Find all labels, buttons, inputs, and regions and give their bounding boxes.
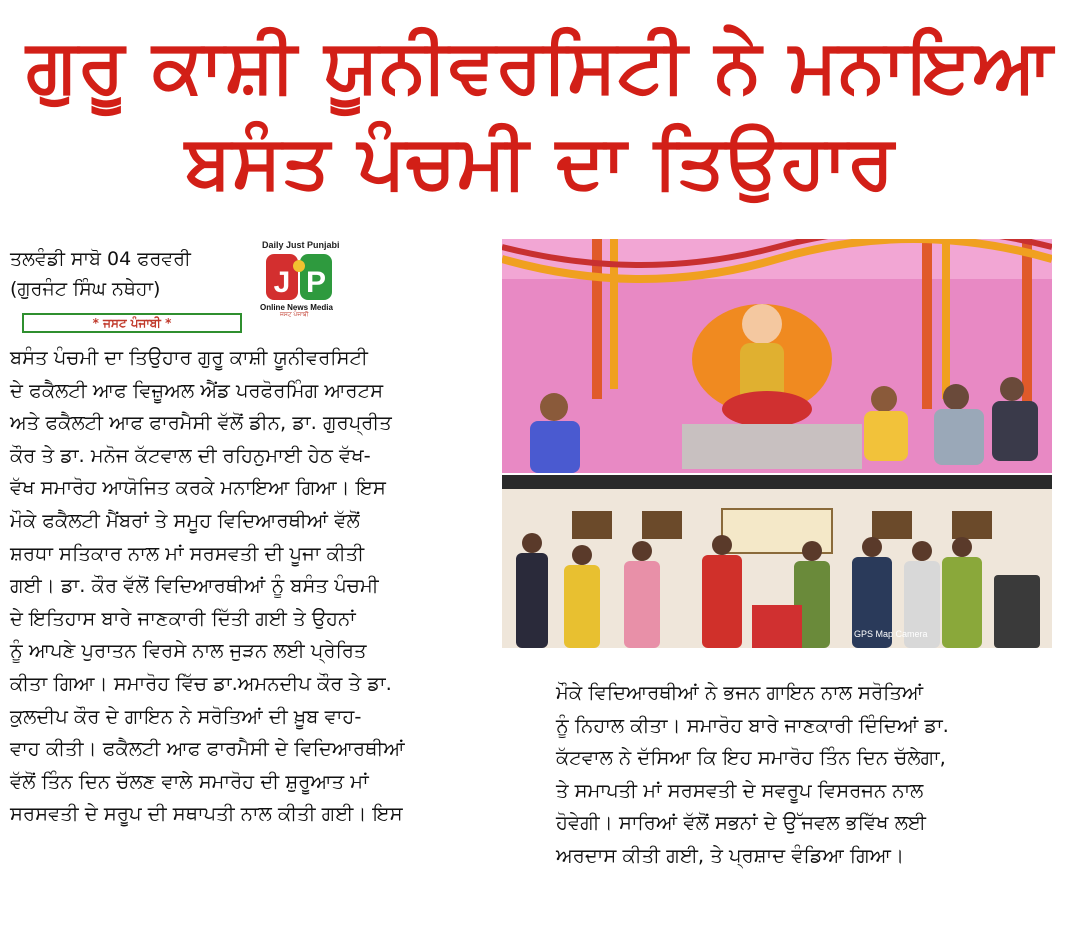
article-line: ਗਈ। ਡਾ. ਕੌਰ ਵੱਲੋਂ ਵਿਦਿਆਰਥੀਆਂ ਨੂੰ ਬਸੰਤ ਪੰਚਮੀ (10, 574, 379, 598)
article-line: ਅਤੇ ਫਕੈਲਟੀ ਆਫ ਫਾਰਮੈਸੀ ਵੱਲੋਂ ਡੀਨ, ਡਾ. ਗੁਰਪ੍ਰੀਤ (10, 411, 392, 435)
dateline (10, 244, 191, 304)
article-line: ਵੱਖ ਸਮਾਰੋਹ ਆਯੋਜਿਤ ਕਰਕੇ ਮਨਾਇਆ ਗਿਆ। ਇਸ (10, 476, 386, 500)
photo-faculty-group (502, 475, 1052, 648)
article-line: ਹੋਵੇਗੀ। ਸਾਰਿਆਂ ਵੱਲੋਂ ਸਭਨਾਂ ਦੇ ਉੱਜਵਲ ਭਵਿੱਖ ਲਈ (556, 811, 927, 835)
logo-bottom-text: Online News Media (260, 303, 333, 312)
article-line: ਦੇ ਇਤਿਹਾਸ ਬਾਰੇ ਜਾਣਕਾਰੀ ਦਿੱਤੀ ਗਈ ਤੇ ਉਹਨਾਂ (10, 606, 356, 630)
article-line: ਤੇ ਸਮਾਪਤੀ ਮਾਂ ਸਰਸਵਤੀ ਦੇ ਸਵਰੂਪ ਵਿਸਰਜਨ ਨਾਲ (556, 778, 924, 802)
article-line: ਅਰਦਾਸ ਕੀਤੀ ਗਈ, ਤੇ ਪ੍ਰਸ਼ਾਦ ਵੰਡਿਆ ਗਿਆ। (556, 843, 905, 867)
logo-top-text: Daily Just Punjabi (262, 240, 340, 250)
photo-saraswati-puja (502, 239, 1052, 473)
article-line: ਸਰਸਵਤੀ ਦੇ ਸਰੂਪ ਦੀ ਸਥਾਪਤੀ ਨਾਲ ਕੀਤੀ ਗਈ। ਇਸ (10, 802, 403, 826)
article-line: ਕੌਰ ਤੇ ਡਾ. ਮਨੋਜ ਕੱਟਵਾਲ ਦੀ ਰਹਿਨੁਮਾਈ ਹੇਠ ਵੱਖ- (10, 443, 371, 467)
headline-line-1: ਗੁਰੂ ਕਾਸ਼ੀ ਯੂਨੀਵਰਸਿਟੀ ਨੇ ਮਨਾਇਆ (26, 23, 1054, 109)
article-line: ਕੁਲਦੀਪ ਕੌਰ ਦੇ ਗਾਇਨ ਨੇ ਸਰੋਤਿਆਂ ਦੀ ਖ਼ੂਬ ਵਾਹ- (10, 704, 362, 728)
logo-bottom-sub: ਜਸਟ ਪੰਜਾਬੀ (280, 312, 309, 318)
photo-watermark: GPS Map Camera (854, 629, 928, 639)
article-line: ਨੂੰ ਆਪਣੇ ਪੁਰਾਤਨ ਵਿਰਸੇ ਨਾਲ ਜੁੜਨ ਲਈ ਪ੍ਰੇਰਿਤ (10, 639, 367, 663)
article-line: ਕੱਟਵਾਲ ਨੇ ਦੱਸਿਆ ਕਿ ਇਹ ਸਮਾਰੋਹ ਤਿੰਨ ਦਿਨ ਚੱਲੇਗਾ, (556, 746, 946, 770)
logo-letter-p: P (305, 266, 327, 299)
article-line: ਬਸੰਤ ਪੰਚਮੀ ਦਾ ਤਿਉਹਾਰ ਗੁਰੂ ਕਾਸ਼ੀ ਯੂਨੀਵਰਸਿਟੀ (10, 346, 368, 369)
dateline-reporter: (ਗੁਰਜੰਟ ਸਿੰਘ ਨਥੇਹਾ) (10, 278, 161, 300)
article-column-right (556, 677, 1066, 873)
article-line: ਵੱਲੋਂ ਤਿੰਨ ਦਿਨ ਚੱਲਣ ਵਾਲੇ ਸਮਾਰੋਹ ਦੀ ਸ਼ੁਰੂਆਤ ਮਾਂ (10, 769, 369, 793)
article-line: ਨੂੰ ਨਿਹਾਲ ਕੀਤਾ। ਸਮਾਰੋਹ ਬਾਰੇ ਜਾਣਕਾਰੀ ਦਿੰਦਿਆਂ ਡਾ. (556, 713, 949, 737)
article-line: ਕੀਤਾ ਗਿਆ। ਸਮਾਰੋਹ ਵਿੱਚ ਡਾ.ਅਮਨਦੀਪ ਕੌਰ ਤੇ ਡਾ. (10, 671, 392, 695)
article-line: ਮੌਕੇ ਵਿਦਿਆਰਥੀਆਂ ਨੇ ਭਜਨ ਗਾਇਨ ਨਾਲ ਸਰੋਤਿਆਂ (556, 681, 924, 704)
photo-group-illustration (502, 475, 1052, 648)
source-badge: * ਜਸਟ ਪੰਜਾਬੀ * (22, 313, 242, 333)
article-line: ਸ਼ਰਧਾ ਸਤਿਕਾਰ ਨਾਲ ਮਾਂ ਸਰਸਵਤੀ ਦੀ ਪੂਜਾ ਕੀਤੀ (10, 541, 365, 565)
headline-line-2: ਬਸੰਤ ਪੰਚਮੀ ਦਾ ਤਿਉਹਾਰ (184, 119, 895, 205)
logo-mark-icon (264, 252, 334, 302)
article-line: ਵਾਹ ਕੀਤੀ। ਫਕੈਲਟੀ ਆਫ ਫਾਰਮੈਸੀ ਦੇ ਵਿਦਿਆਰਥੀਆਂ (10, 737, 405, 761)
photo-puja-illustration (502, 239, 1052, 473)
just-punjabi-logo (258, 240, 338, 322)
article-line: ਦੇ ਫਕੈਲਟੀ ਆਫ ਵਿਜ਼ੂਅਲ ਐਂਡ ਪਰਫੋਰਮਿੰਗ ਆਰਟਸ (10, 378, 384, 402)
dateline-place-date: ਤਲਵੰਡੀ ਸਾਬੋ 04 ਫਰਵਰੀ (10, 248, 191, 270)
article-column-left (10, 342, 518, 831)
article-line: ਮੌਕੇ ਫਕੈਲਟੀ ਮੈਂਬਰਾਂ ਤੇ ਸਮੂਹ ਵਿਦਿਆਰਥੀਆਂ ਵੱਲੋਂ (10, 508, 360, 532)
headline (0, 18, 1080, 210)
logo-letter-j: J (273, 266, 291, 299)
